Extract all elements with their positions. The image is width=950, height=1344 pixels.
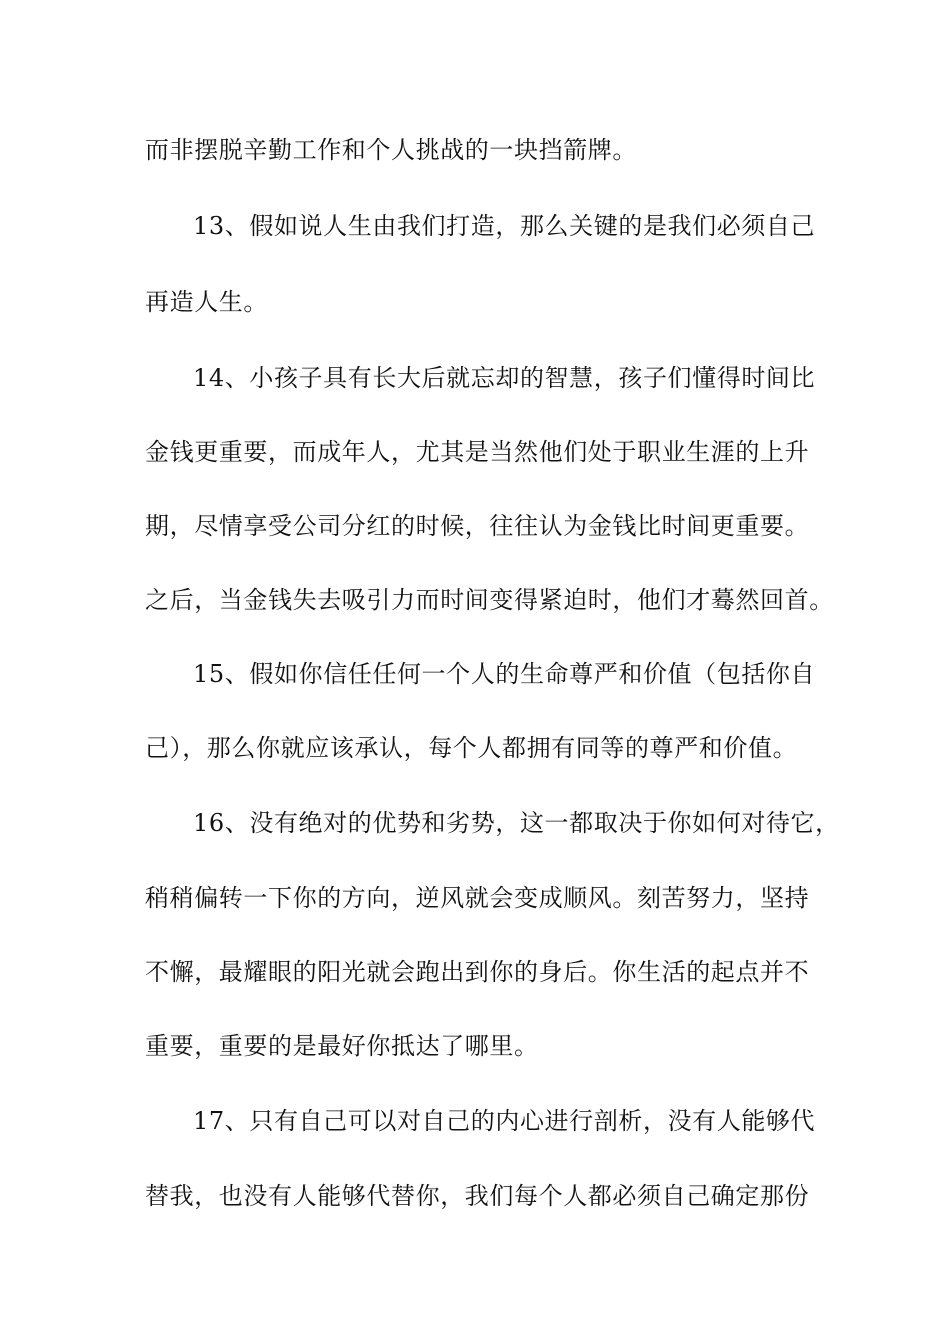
text-line-3: 再造人生。: [145, 288, 268, 316]
text-line-11: 稍稍偏转一下你的方向，逆风就会变成顺风。刻苦努力，坚持: [145, 884, 810, 912]
text-line-8: 15、假如你信任任何一个人的生命尊严和价值（包括你自: [193, 660, 816, 688]
text-line-2: 13、假如说人生由我们打造，那么关键的是我们必须自己: [193, 212, 816, 240]
text-line-4: 14、小孩子具有长大后就忘却的智慧，孩子们懂得时间比: [193, 364, 816, 392]
text-line-5: 金钱更重要，而成年人，尤其是当然他们处于职业生涯的上升: [145, 438, 810, 466]
text-line-7: 之后，当金钱失去吸引力而时间变得紧迫时，他们才蓦然回首。: [145, 586, 834, 614]
text-line-14: 17、只有自己可以对自己的内心进行剖析，没有人能够代: [193, 1107, 816, 1135]
text-line-9: 己），那么你就应该承认，每个人都拥有同等的尊严和价值。: [145, 734, 798, 762]
text-line-6: 期，尽情享受公司分红的时候，往往认为金钱比时间更重要。: [145, 512, 810, 540]
text-line-1: 而非摆脱辛勤工作和个人挑战的一块挡箭牌。: [145, 136, 637, 164]
text-line-15: 替我，也没有人能够代替你，我们每个人都必须自己确定那份: [145, 1182, 810, 1210]
text-line-13: 重要，重要的是最好你抵达了哪里。: [145, 1032, 539, 1060]
text-line-10: 16、没有绝对的优势和劣势，这一都取决于你如何对待它，: [193, 809, 840, 837]
text-line-12: 不懈，最耀眼的阳光就会跑出到你的身后。你生活的起点并不: [145, 958, 810, 986]
